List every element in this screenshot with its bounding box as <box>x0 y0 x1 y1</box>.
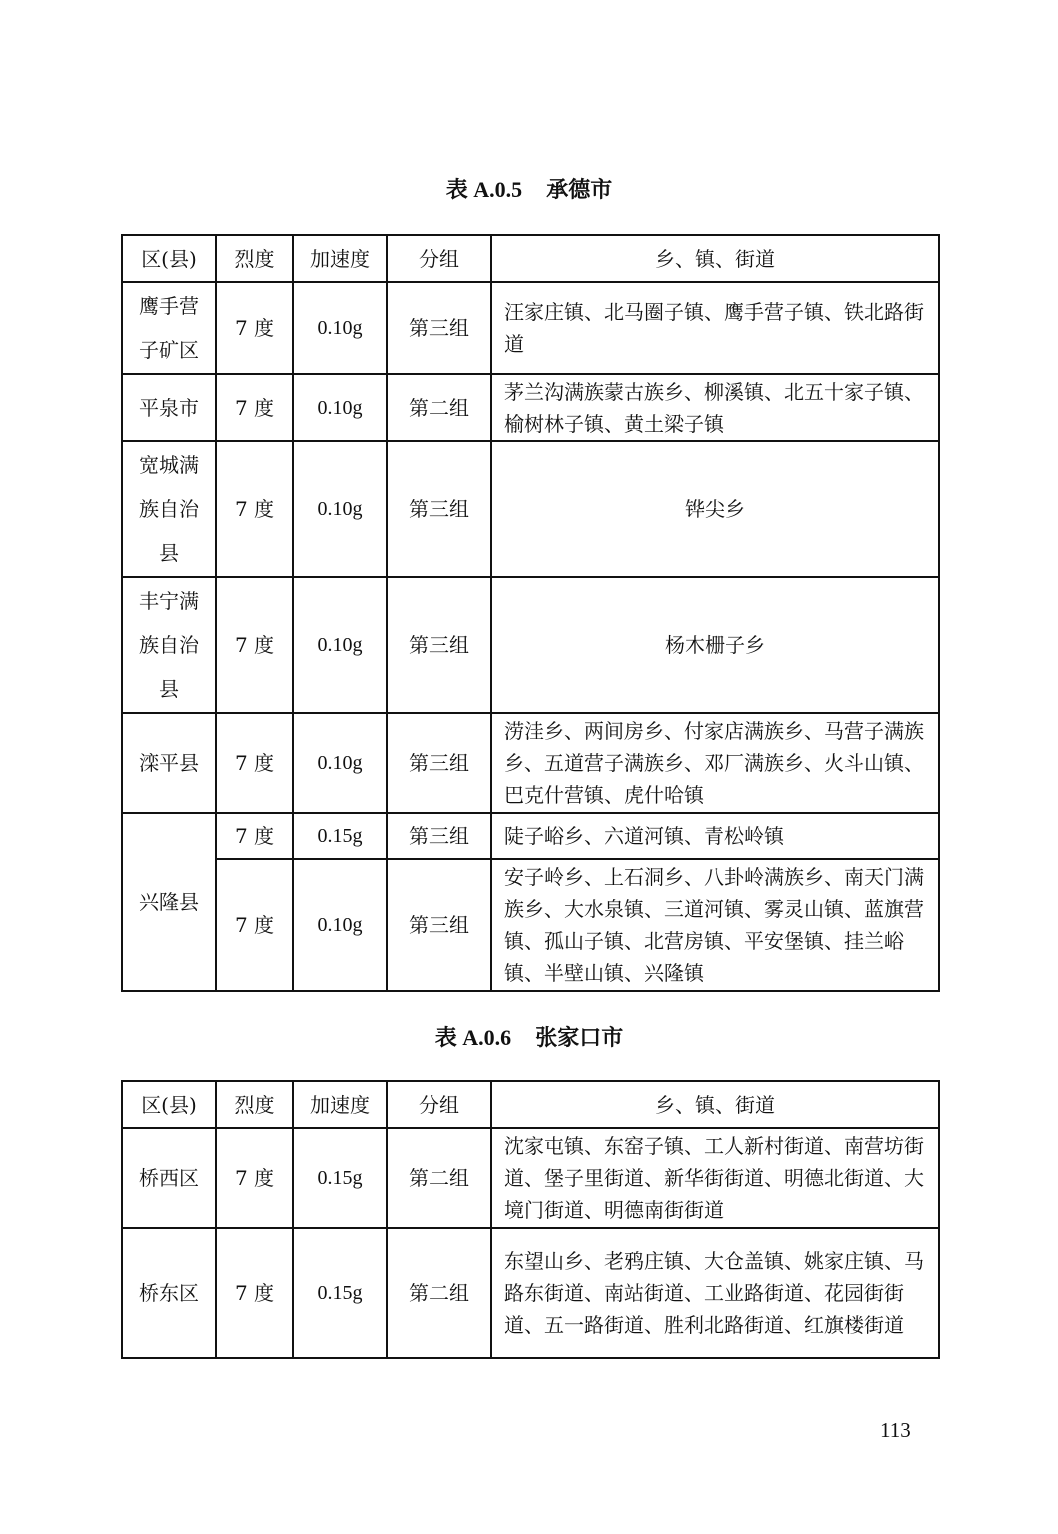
table-a06-title: 张家口市 <box>535 1026 624 1051</box>
cell-group: 第三组 <box>387 577 491 713</box>
cell-acceleration: 0.10g <box>293 282 387 374</box>
header-acceleration: 加速度 <box>293 1081 387 1128</box>
cell-intensity: 7 度 <box>216 1128 293 1228</box>
cell-towns: 涝洼乡、两间房乡、付家店满族乡、马营子满族乡、五道营子满族乡、邓厂满族乡、火斗山镇、巴克什营镇、虎什哈镇 <box>491 713 939 813</box>
cell-group: 第三组 <box>387 713 491 813</box>
table-header-row <box>122 1081 939 1128</box>
table-row <box>122 1228 939 1358</box>
cell-intensity: 7 度 <box>216 859 293 991</box>
cell-intensity: 7 度 <box>216 1228 293 1358</box>
cell-area: 桥西区 <box>122 1128 216 1228</box>
cell-acceleration: 0.15g <box>293 1228 387 1358</box>
cell-towns: 铧尖乡 <box>491 441 939 577</box>
cell-area: 滦平县 <box>122 713 216 813</box>
cell-area: 桥东区 <box>122 1228 216 1358</box>
cell-area: 兴隆县 <box>122 813 216 991</box>
cell-towns: 安子岭乡、上石洞乡、八卦岭满族乡、南天门满族乡、大水泉镇、三道河镇、雾灵山镇、蓝旗营镇、孤山子镇、北营房镇、平安堡镇、挂兰峪镇、半壁山镇、兴隆镇 <box>491 859 939 991</box>
cell-group: 第二组 <box>387 374 491 441</box>
table-a05-caption <box>0 173 1058 204</box>
cell-area: 宽城满族自治县 <box>122 441 216 577</box>
cell-towns: 陡子峪乡、六道河镇、青松岭镇 <box>491 813 939 859</box>
cell-acceleration: 0.15g <box>293 1128 387 1228</box>
table-row <box>122 713 939 813</box>
cell-acceleration: 0.10g <box>293 859 387 991</box>
cell-intensity: 7 度 <box>216 713 293 813</box>
cell-acceleration: 0.10g <box>293 441 387 577</box>
cell-intensity: 7 度 <box>216 282 293 374</box>
cell-group: 第三组 <box>387 813 491 859</box>
table-header-row <box>122 235 939 282</box>
cell-group: 第三组 <box>387 859 491 991</box>
cell-towns: 杨木栅子乡 <box>491 577 939 713</box>
cell-group: 第三组 <box>387 282 491 374</box>
header-area: 区(县) <box>122 1081 216 1128</box>
table-row <box>122 282 939 374</box>
cell-towns: 东望山乡、老鸦庄镇、大仓盖镇、姚家庄镇、马路东街道、南站街道、工业路街道、花园街街道、五一路街道、胜利北路街道、红旗楼街道 <box>491 1228 939 1358</box>
table-row <box>122 859 939 991</box>
cell-intensity: 7 度 <box>216 441 293 577</box>
cell-area: 鹰手营子矿区 <box>122 282 216 374</box>
table-row <box>122 374 939 441</box>
cell-acceleration: 0.10g <box>293 577 387 713</box>
header-intensity: 烈度 <box>216 1081 293 1128</box>
header-towns: 乡、镇、街道 <box>491 235 939 282</box>
cell-towns: 汪家庄镇、北马圈子镇、鹰手营子镇、铁北路街道 <box>491 282 939 374</box>
cell-group: 第二组 <box>387 1228 491 1358</box>
table-a05-title: 承德市 <box>546 178 613 203</box>
cell-acceleration: 0.10g <box>293 713 387 813</box>
table-row <box>122 813 939 859</box>
header-group: 分组 <box>387 1081 491 1128</box>
table-a05-number: 表 A.0.5 <box>445 177 523 202</box>
cell-intensity: 7 度 <box>216 577 293 713</box>
cell-acceleration: 0.15g <box>293 813 387 859</box>
header-area: 区(县) <box>122 235 216 282</box>
table-row <box>122 1128 939 1228</box>
page-number: 113 <box>880 1418 911 1442</box>
cell-acceleration: 0.10g <box>293 374 387 441</box>
header-acceleration: 加速度 <box>293 235 387 282</box>
cell-towns: 茅兰沟满族蒙古族乡、柳溪镇、北五十家子镇、榆树林子镇、黄土梁子镇 <box>491 374 939 441</box>
cell-group: 第二组 <box>387 1128 491 1228</box>
cell-group: 第三组 <box>387 441 491 577</box>
table-a05 <box>121 234 940 992</box>
table-row <box>122 577 939 713</box>
header-group: 分组 <box>387 235 491 282</box>
cell-intensity: 7 度 <box>216 374 293 441</box>
cell-area: 丰宁满族自治县 <box>122 577 216 713</box>
table-row <box>122 441 939 577</box>
cell-area: 平泉市 <box>122 374 216 441</box>
cell-towns: 沈家屯镇、东窑子镇、工人新村街道、南营坊街道、堡子里街道、新华街街道、明德北街道、大境门街道、明德南街街道 <box>491 1128 939 1228</box>
table-a06-number: 表 A.0.6 <box>434 1025 512 1050</box>
table-a06 <box>121 1080 940 1359</box>
header-towns: 乡、镇、街道 <box>491 1081 939 1128</box>
cell-intensity: 7 度 <box>216 813 293 859</box>
header-intensity: 烈度 <box>216 235 293 282</box>
table-a06-caption <box>0 1021 1058 1052</box>
